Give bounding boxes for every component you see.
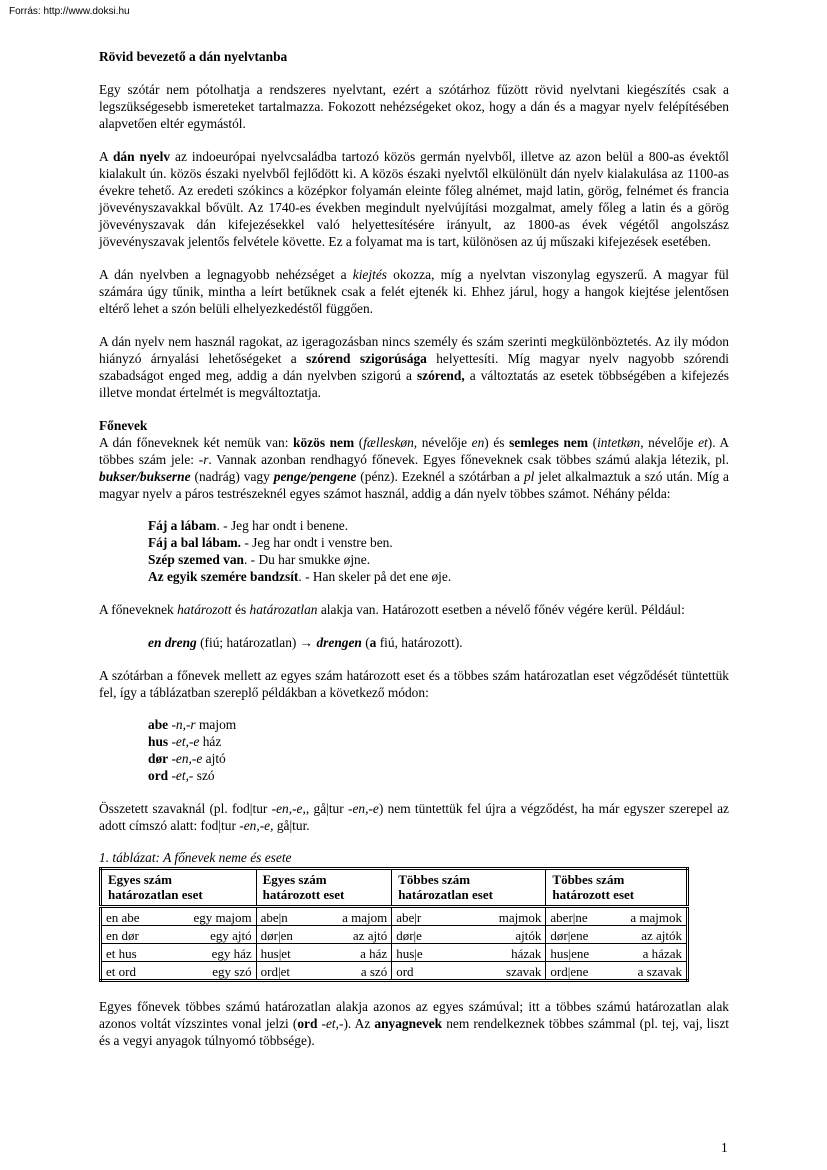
table-cell: en dør egy ajtó	[101, 926, 257, 944]
compound-words-paragraph: Összetett szavaknál (pl. fod|tur -en,-e,, gå|tur -en,-e) nem tüntettük fel újra a végződést, ha már egyszer szerepel az adott címszó alatt: fod|tur -en,-e, gå|tur.	[99, 801, 729, 833]
plural-notes-paragraph: Egyes főnevek többes számú határozatlan alakja azonos az egyes számúval; itt a többes számú határozatlan alak azonos voltát vízszintes vonal jelzi (ord -et,-). Az anyagnevek nem rendelkeznek többes számmal (pl. tej, vaj, liszt és a vegyi anyagok túlnyomó többsége).	[99, 999, 729, 1048]
pronunciation-paragraph: A dán nyelvben a legnagyobb nehézséget a kiejtés okozza, míg a nyelvtan viszonylag egyszerű. A magyar fül számára úgy tűnik, mintha a leírt betűknek csak a felét ejtenék ki. Ehhez járul, hogy a hangok kiejtése jelentősen eltérő lehet a szón belüli elhelyezkedéstől függően.	[99, 267, 729, 316]
table-cell: ord|ene a szavak	[546, 962, 688, 981]
table-cell: en abe egy majom	[101, 907, 257, 926]
ending-line: hus -et,-e ház	[148, 734, 222, 749]
table-cell: aber|ne a majmok	[546, 907, 688, 926]
table-cell: ord szavak	[392, 962, 546, 981]
table-header-cell: Többes szám határozatlan eset	[392, 869, 546, 907]
intro-paragraph: Egy szótár nem pótolhatja a rendszeres nyelvtant, ezért a szótárhoz fűzött rövid nyelvtani kiegészítés csak a legszükségesebb ismereteket tartalmazza. Fokozott nehézségeket okoz, hogy a dán és a magyar nyelv felépítésében alapvetően eltér egymástól.	[99, 82, 729, 131]
table-cell: dør|en az ajtó	[256, 926, 392, 944]
table-row	[101, 926, 688, 944]
table-cell: et hus egy ház	[101, 944, 257, 962]
noun-cases-table	[99, 867, 689, 982]
table-cell: hus|ene a házak	[546, 944, 688, 962]
example-line: Az egyik szemére bandzsít. - Han skeler på det ene øje.	[148, 569, 452, 584]
table-caption: 1. táblázat: A főnevek neme és esete	[99, 850, 292, 865]
body-part-examples	[148, 517, 729, 585]
table-cell: dør|e ajtók	[392, 926, 546, 944]
page-number: 1	[721, 1140, 728, 1155]
table-header-row	[101, 869, 688, 907]
ending-line: abe -n,-r majom	[148, 717, 237, 732]
example-line: Fáj a bal lábam. - Jeg har ondt i venstre ben.	[148, 535, 393, 550]
table-cell: et ord egy szó	[101, 962, 257, 981]
table-row	[101, 962, 688, 981]
noun-gender-paragraph: A dán főneveknek két nemük van: közös nem (fælleskøn, névelője en) és semleges nem (intetkøn, névelője et). A többes szám jele: -r. Vannak azonban rendhagyó főnevek. Egyes főneveknek csak többes számú alakja létezik, pl. bukser/bukserne (nadrág) vagy penge/pengene (pénz). Ezeknél a szótárban a pl jelet alkalmaztuk a szó után. Míg a magyar nyelv a páros testrészeknél egyes számot használ, addig a dán nyelv többes számot. Néhány példa:	[99, 435, 730, 501]
document-page	[99, 48, 729, 1049]
table-cell: abe|r majmok	[392, 907, 546, 926]
source-label: Forrás: http://www.doksi.hu	[9, 6, 130, 17]
nouns-heading: Főnevek	[99, 418, 148, 433]
example-line: Fáj a lábam. - Jeg har ondt i benene.	[148, 518, 349, 533]
table-cell: ord|et a szó	[256, 962, 392, 981]
dreng-example: en dreng (fiú; határozatlan) → drengen (a fiú, határozott).	[148, 635, 463, 650]
example-line: Szép szemed van. - Du har smukke øjne.	[148, 552, 371, 567]
table-cell: abe|n a majom	[256, 907, 392, 926]
word-order-paragraph: A dán nyelv nem használ ragokat, az igeragozásban nincs személy és szám szerinti megkülönböztetés. Az ily módon hiányzó árnyalási lehetőségeket a szórend szigorúsága helyettesíti. Míg magyar nyelv nagyobb szórendi szabadságot enged meg, addig a dán nyelvben szigorú a szórend, a változtatás az esetek többségében a kifejezés illetve mondat értelmét is megváltoztatja.	[99, 334, 729, 400]
document-title: Rövid bevezető a dán nyelvtanba	[99, 49, 288, 64]
history-paragraph: A dán nyelv az indoeurópai nyelvcsaládba tartozó közös germán nyelvből, illetve az azon belül a 800-as évektől kialakult ún. közös északi nyelvből fejlődött ki. A közös északi nyelvtől elkülönült dán nyelv kialakulása az 1100-as évekre tehető. Az eredeti szókincs a középkor folyamán eleinte főleg alnémet, majd latin, görög, felnémet és francia jövevényszavakkal bővült. Az 1740-es években megindult nyelvújítási mozgalmat, amely főleg a latin és a görög jövevényszavak dán kifejezésekkel való helyettesítésére irányult, az 1800-as évek végétől angolszász jövevényszavak jelentős felvétele követte. Ez a folyamat ma is tart, különösen az új műszaki kifejezések esetében.	[99, 149, 729, 249]
table-header-cell: Egyes szám határozott eset	[256, 869, 392, 907]
table-cell: hus|et a ház	[256, 944, 392, 962]
ending-line: ord -et,- szó	[148, 768, 215, 783]
ending-examples	[148, 716, 729, 784]
definiteness-paragraph: A főneveknek határozott és határozatlan alakja van. Határozott esetben a névelő főnév végére kerül. Például:	[99, 602, 685, 617]
table-row	[101, 944, 688, 962]
table-header-cell: Egyes szám határozatlan eset	[101, 869, 257, 907]
table-header-cell: Többes szám határozott eset	[546, 869, 688, 907]
arrow-right-icon: →	[299, 635, 314, 650]
table-cell: dør|ene az ajtók	[546, 926, 688, 944]
ending-line: dør -en,-e ajtó	[148, 751, 226, 766]
table-cell: hus|e házak	[392, 944, 546, 962]
table-row	[101, 907, 688, 926]
dictionary-endings-paragraph: A szótárban a főnevek mellett az egyes szám határozott eset és a többes szám határozatlan eset végződését tüntettük fel, így a táblázatban szereplő példákban a következő módon:	[99, 668, 729, 700]
